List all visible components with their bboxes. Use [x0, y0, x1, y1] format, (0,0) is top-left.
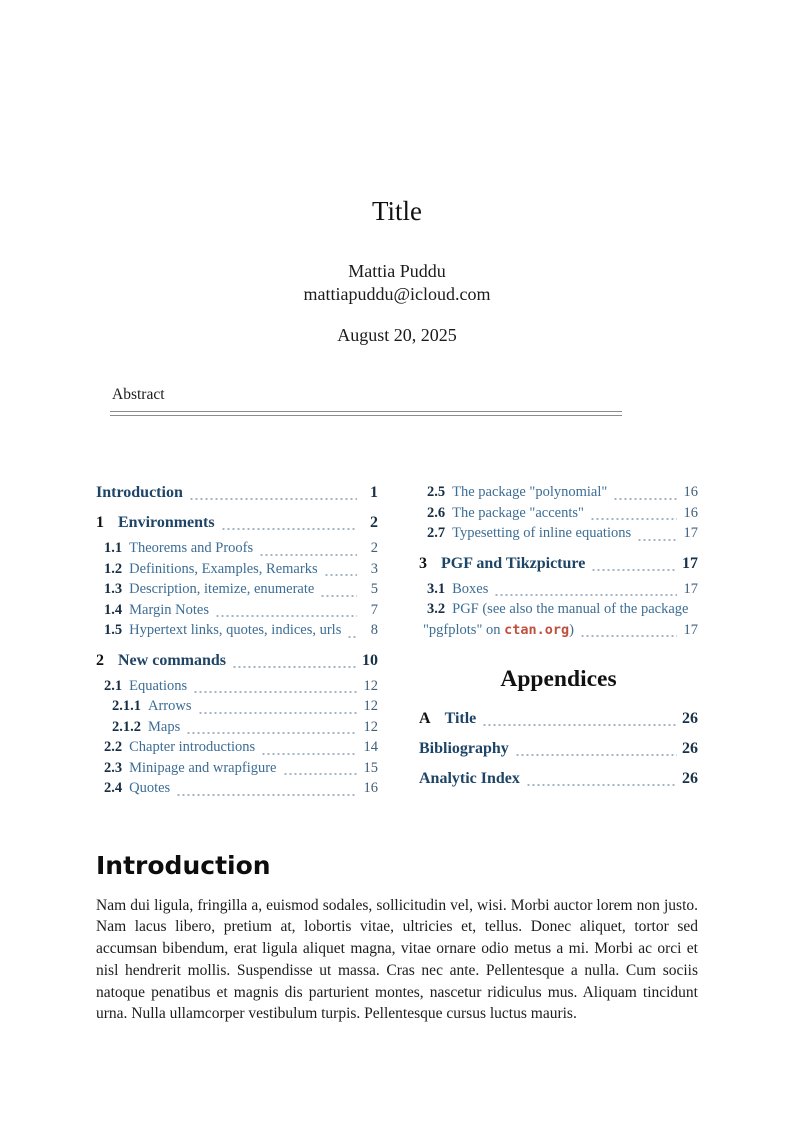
toc-dot-leader: [215, 615, 357, 617]
toc-entry-number: 1.1: [104, 540, 123, 556]
toc-entry-title: Analytic Index: [419, 770, 520, 787]
toc-entry-number: 2.6: [427, 504, 446, 521]
abstract-section: [96, 386, 698, 416]
toc-dot-leader: [590, 518, 677, 520]
toc-entry-number: 2.2: [104, 739, 123, 755]
introduction-heading: Introduction: [96, 850, 271, 880]
toc-entry-number: 3.2: [427, 601, 446, 617]
document-date: August 20, 2025: [337, 325, 457, 345]
toc-entry-number: A: [419, 710, 431, 727]
toc-dot-leader: [515, 754, 677, 756]
toc-entry-number: 1.4: [104, 601, 123, 618]
toc-entry-1-5[interactable]: [96, 620, 378, 641]
toc-entry-title: Introduction: [96, 484, 183, 501]
document-title: Title: [371, 196, 423, 226]
toc-entry-title: Equations: [129, 677, 188, 694]
toc-entry-page: 2: [370, 514, 378, 531]
toc-entry-analytic-index[interactable]: [419, 768, 698, 789]
toc-entry-page: 17: [682, 554, 698, 572]
toc-entry-number: 3: [419, 554, 427, 572]
toc-dot-leader: [186, 732, 357, 734]
toc-entry-2-2[interactable]: [96, 737, 378, 758]
toc-dot-leader: [320, 595, 357, 597]
toc-dot-leader: [221, 528, 357, 530]
toc-entry-page: 12: [363, 698, 378, 714]
toc-entry-page: 3: [370, 560, 378, 577]
appendices-heading: Appendices: [500, 666, 617, 692]
toc-dot-leader: [189, 498, 357, 500]
toc-dot-leader: [283, 773, 358, 775]
toc-entry-title: Chapter introductions: [129, 739, 256, 755]
toc-entry-number: 2: [96, 651, 104, 669]
toc-dot-leader: [526, 784, 677, 786]
toc-entry-2-7[interactable]: [419, 523, 698, 544]
toc-entry-page: 14: [363, 739, 378, 755]
author-block: [0, 260, 794, 306]
toc-entry-title: Arrows: [148, 698, 192, 714]
toc-entry-title: Margin Notes: [129, 601, 210, 618]
toc-dot-leader: [193, 691, 357, 693]
toc-dot-leader: [176, 794, 357, 796]
toc-column-left: [96, 482, 378, 799]
toc-entry-2-6[interactable]: [419, 503, 698, 524]
toc-entry-line2: [423, 620, 698, 641]
toc-entry-number: 3.1: [427, 580, 446, 597]
toc-dot-leader: [324, 574, 357, 576]
toc-entry-1-1[interactable]: [96, 538, 378, 559]
toc-dot-leader: [494, 594, 677, 596]
toc-entry-bibliography[interactable]: [419, 738, 698, 759]
toc-entry-title: Quotes: [129, 780, 171, 796]
toc-entry-page: 12: [363, 677, 378, 694]
toc-entry-title: Hypertext links, quotes, indices, urls: [129, 622, 342, 638]
toc-dot-leader: [591, 569, 677, 571]
toc-entry-3-1[interactable]: [419, 579, 698, 600]
toc-entry-page: 2: [370, 540, 378, 556]
toc-entry-page: 5: [370, 581, 378, 597]
toc-entry-title: Environments: [118, 514, 215, 531]
toc-entry-2-3[interactable]: [96, 758, 378, 779]
toc-entry-title: PGF (see also the manual of the package: [452, 601, 689, 617]
toc-dot-leader: [637, 539, 677, 541]
toc-entry-title: Bibliography: [419, 740, 509, 757]
toc-entry-2-1-1[interactable]: [96, 696, 378, 717]
toc-entry-page: 26: [682, 740, 698, 757]
title-block: [0, 0, 794, 346]
toc-entry-page: 10: [362, 651, 378, 669]
toc-entry-page: 16: [683, 484, 698, 500]
toc-entry-page: 1: [370, 484, 378, 501]
toc-entry-page: 26: [682, 770, 698, 787]
toc-entry-title: Title: [444, 710, 477, 727]
toc-entry-title: The package "polynomial": [452, 484, 608, 500]
toc-entry-1[interactable]: [96, 512, 378, 533]
toc-entry-number: 2.1: [104, 677, 123, 694]
toc-entry-title: PGF and Tikzpicture: [441, 554, 586, 572]
toc-entry-number: 2.1.1: [112, 698, 141, 714]
toc-entry-title-continued: [423, 620, 574, 641]
toc-entry-2-1-2[interactable]: [96, 717, 378, 738]
toc-entry-2-4[interactable]: [96, 778, 378, 799]
toc-entry-1-3[interactable]: [96, 579, 378, 600]
toc-entry-page: 15: [363, 759, 378, 776]
toc-entry-title: Minipage and wrapfigure: [129, 759, 277, 776]
toc-column-right: [419, 482, 698, 799]
toc-entry-page: 8: [370, 622, 378, 638]
toc-entry-3-2[interactable]: [419, 599, 698, 640]
toc-entry-3[interactable]: [419, 553, 698, 574]
toc-dot-leader: [347, 636, 357, 638]
toc-dot-leader: [613, 498, 677, 500]
toc-entry-page: 7: [370, 601, 378, 618]
toc-entry-number: 1.2: [104, 560, 123, 577]
toc-entry-number: 2.3: [104, 759, 123, 776]
toc-entry-number: 2.5: [427, 484, 446, 500]
toc-entry-title: Maps: [148, 718, 181, 735]
toc-entry-2-1[interactable]: [96, 676, 378, 697]
toc-entry-title: Theorems and Proofs: [129, 540, 254, 556]
introduction-section: [96, 851, 698, 1026]
toc-entry-number: 1: [96, 514, 104, 531]
author-name: Mattia Puddu: [348, 261, 446, 281]
toc-dot-leader: [482, 724, 677, 726]
toc-entry-page: 17: [683, 525, 698, 541]
toc-entry-title: Boxes: [452, 580, 489, 597]
toc-entry-text-post: ): [569, 621, 574, 638]
toc-entry-title: Typesetting of inline equations: [452, 525, 632, 541]
toc-entry-title: Definitions, Examples, Remarks: [129, 560, 318, 577]
toc-entry-2[interactable]: [96, 650, 378, 671]
toc-entry-introduction[interactable]: [96, 482, 378, 503]
ctan-org-link[interactable]: ctan.org: [504, 621, 570, 638]
toc-dot-leader: [259, 554, 357, 556]
toc-entry-text-pre: "pgfplots" on: [423, 621, 505, 638]
toc-entry-page: 17: [683, 580, 698, 597]
toc-entry-1-4[interactable]: [96, 600, 378, 621]
introduction-paragraph: Nam dui ligula, fringilla a, euismod sodales, sollicitudin vel, wisi. Morbi auctor lorem non justo. Nam lacus libero, pretium at, lobortis vitae, ultricies et, tellus. Donec aliquet, tortor sed accumsan bibendum, erat ligula aliquet magna, vitae ornare odio metus a mi. Morbi ac orci et nisl hendrerit mollis. Suspendisse ut massa. Cras nec ante. Pellentesque a nulla. Cum sociis natoque penatibus et magnis dis parturient montes, nascetur ridiculus mus. Aliquam tincidunt urna. Nulla ullamcorper vestibulum turpis. Pellentesque cursus luctus mauris.: [96, 896, 698, 1023]
toc-dot-leader: [232, 666, 357, 668]
toc-entry-1-2[interactable]: [96, 559, 378, 580]
toc-entry-line1: [427, 599, 698, 620]
toc-dot-leader: [580, 635, 677, 637]
toc-entry-page: 17: [683, 621, 698, 638]
toc-entry-title: The package "accents": [452, 504, 584, 521]
abstract-double-rule: [110, 411, 622, 416]
toc-entry-2-5[interactable]: [419, 482, 698, 503]
toc-entry-page: 16: [363, 780, 378, 796]
toc-entry-appendix-a[interactable]: [419, 708, 698, 729]
author-email: mattiapuddu@icloud.com: [303, 284, 491, 304]
toc-entry-number: 2.1.2: [112, 718, 141, 735]
toc-entry-page: 16: [683, 504, 698, 521]
toc-entry-page: 12: [363, 718, 378, 735]
toc-dot-leader: [198, 712, 358, 714]
toc-entry-number: 2.4: [104, 780, 123, 796]
toc-entry-number: 1.5: [104, 622, 123, 638]
abstract-label: Abstract: [112, 386, 165, 403]
toc-entry-number: 2.7: [427, 525, 446, 541]
toc-entry-number: 1.3: [104, 581, 123, 597]
toc-entry-title: Description, itemize, enumerate: [129, 581, 315, 597]
toc-entry-page: 26: [682, 710, 698, 727]
toc-dot-leader: [261, 753, 357, 755]
toc-entry-title: New commands: [118, 651, 226, 669]
table-of-contents: [96, 482, 698, 799]
